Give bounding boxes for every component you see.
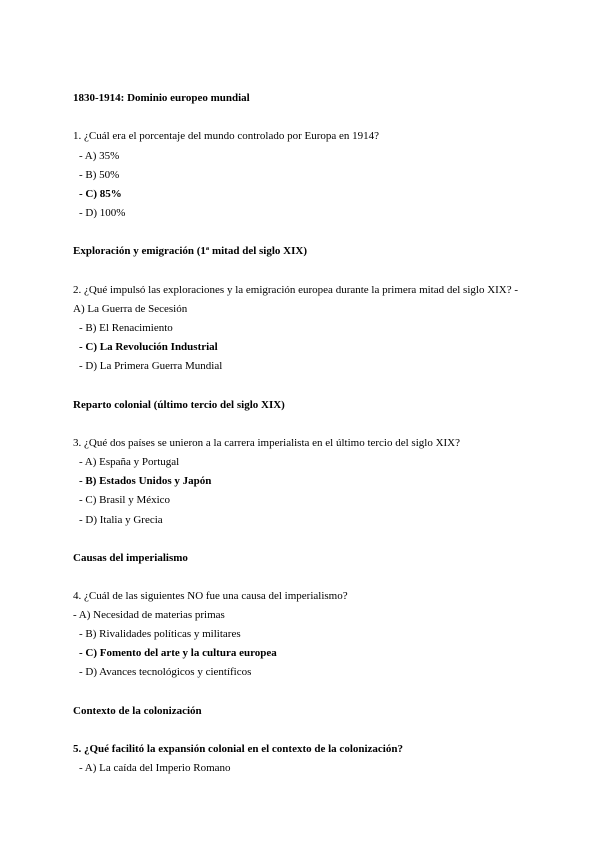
- section-heading: Exploración y emigración (1ª mitad del siglo XIX): [73, 245, 307, 257]
- section-heading: Causas del imperialismo: [73, 552, 188, 564]
- answer-option: - A) Necesidad de materias primas: [73, 609, 225, 621]
- answer-option-correct: - C) La Revolución Industrial: [79, 341, 218, 353]
- section-heading: 1830-1914: Dominio europeo mundial: [73, 92, 250, 104]
- answer-option: - C) Brasil y México: [79, 494, 171, 506]
- answer-option: - D) Avances tecnológicos y científicos: [79, 666, 252, 678]
- question-text: 3. ¿Qué dos países se unieron a la carrera imperialista en el último tercio del siglo XIX?: [73, 437, 461, 449]
- answer-option: - A) España y Portugal: [79, 456, 180, 468]
- answer-option-correct: - B) Estados Unidos y Japón: [79, 475, 212, 487]
- answer-option: - B) El Renacimiento: [79, 322, 173, 334]
- answer-option: - D) La Primera Guerra Mundial: [79, 360, 223, 372]
- section-heading: Contexto de la colonización: [73, 705, 202, 717]
- question-text: 1. ¿Cuál era el porcentaje del mundo controlado por Europa en 1914?: [73, 130, 380, 142]
- question-text: 5. ¿Qué facilitó la expansión colonial en el contexto de la colonización?: [73, 743, 403, 755]
- question-text: 2. ¿Qué impulsó las exploraciones y la emigración europea durante la primera mitad del siglo XIX? -: [73, 284, 519, 296]
- answer-option-correct: - C) 85%: [79, 188, 122, 200]
- answer-option: - B) 50%: [79, 169, 120, 181]
- section-heading: Reparto colonial (último tercio del siglo XIX): [73, 399, 285, 411]
- answer-option-correct: - C) Fomento del arte y la cultura europea: [79, 647, 277, 659]
- answer-option: - A) 35%: [79, 150, 120, 162]
- answer-option: - A) La caída del Imperio Romano: [79, 762, 231, 774]
- question-text: 4. ¿Cuál de las siguientes NO fue una causa del imperialismo?: [73, 590, 348, 602]
- answer-option: - D) 100%: [79, 207, 126, 219]
- answer-option: - D) Italia y Grecia: [79, 514, 163, 526]
- answer-option: - B) Rivalidades políticas y militares: [79, 628, 241, 640]
- answer-option: A) La Guerra de Secesión: [73, 303, 188, 315]
